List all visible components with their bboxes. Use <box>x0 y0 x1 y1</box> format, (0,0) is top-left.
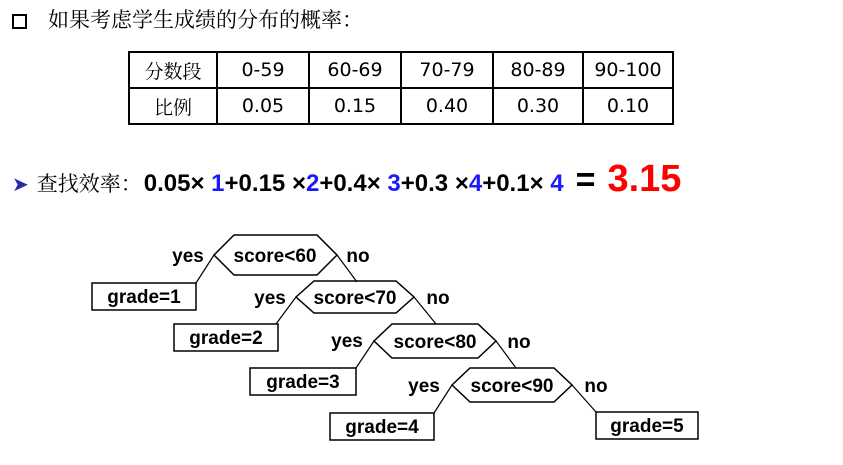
leaf-label: grade=3 <box>266 372 340 393</box>
yes-label: yes <box>172 246 204 267</box>
condition-label: score<90 <box>470 376 554 397</box>
ratio-cell: 0.15 <box>309 88 401 124</box>
term-coef: 0.05 <box>143 170 191 197</box>
no-label: no <box>426 288 450 309</box>
efficiency-result: 3.15 <box>607 158 682 200</box>
term-times: × <box>529 170 544 197</box>
yes-label: yes <box>408 376 440 397</box>
term-times: × <box>366 170 381 197</box>
efficiency-label: 查找效率： <box>36 172 142 196</box>
no-label: no <box>346 246 370 267</box>
term-plus: + <box>482 170 497 197</box>
row-label-ratio: 比例 <box>129 88 217 124</box>
term-coef: 0.15 <box>238 170 286 197</box>
no-label: no <box>507 332 531 353</box>
term-coef: 0.4 <box>333 170 367 197</box>
ratio-cell: 0.40 <box>401 88 493 124</box>
ratio-cell: 0.10 <box>583 88 673 124</box>
arrow-bullet-icon: ➤ <box>12 172 29 196</box>
term-times: × <box>291 170 306 197</box>
final-leaf-label: grade=5 <box>610 416 684 437</box>
segment-cell: 60-69 <box>309 52 401 88</box>
condition-label: score<80 <box>393 332 477 353</box>
term-plus: + <box>400 170 415 197</box>
no-label: no <box>584 376 608 397</box>
leaf-label: grade=4 <box>345 417 419 438</box>
page-title: 如果考虑学生成绩的分布的概率： <box>48 8 363 32</box>
equals-sign: = <box>575 161 596 199</box>
segment-cell: 80-89 <box>493 52 583 88</box>
term-count: 4 <box>468 170 483 197</box>
condition-label: score<60 <box>233 246 317 267</box>
term-times: × <box>454 170 469 197</box>
row-label-segment: 分数段 <box>129 52 217 88</box>
segment-cell: 70-79 <box>401 52 493 88</box>
term-count: 3 <box>387 170 401 197</box>
term-count: 2 <box>305 170 320 197</box>
term-count: 4 <box>550 170 564 197</box>
ratio-cell: 0.30 <box>493 88 583 124</box>
term-coef: 0.1 <box>496 170 530 197</box>
yes-label: yes <box>331 331 363 352</box>
term-count: 1 <box>211 170 225 197</box>
ratio-cell: 0.05 <box>217 88 309 124</box>
term-coef: 0.3 <box>414 170 449 197</box>
leaf-label: grade=1 <box>107 287 181 308</box>
term-plus: + <box>224 170 239 197</box>
leaf-label: grade=2 <box>189 328 263 349</box>
term-times: × <box>190 170 205 197</box>
segment-cell: 90-100 <box>583 52 673 88</box>
yes-label: yes <box>254 288 286 309</box>
term-plus: + <box>319 170 334 197</box>
segment-cell: 0-59 <box>217 52 309 88</box>
condition-label: score<70 <box>313 288 397 309</box>
